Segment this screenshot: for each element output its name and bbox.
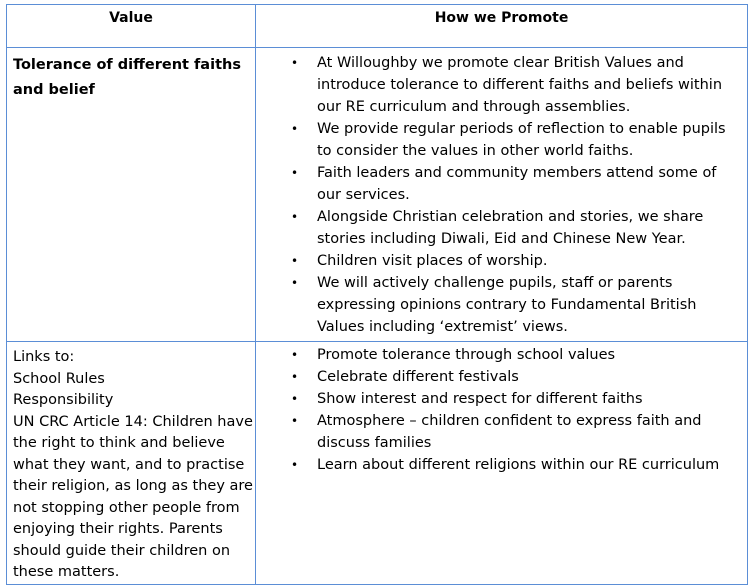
list-item: • We provide regular periods of reflection to enable pupils to consider the values in other world faiths.	[256, 118, 739, 162]
list-item: • At Willoughby we promote clear British Values and introduce tolerance to different faiths and beliefs within our RE curriculum and through assemblies.	[256, 52, 739, 118]
bullet-icon: •	[291, 348, 299, 362]
bullet-icon: •	[291, 166, 299, 180]
promote-list	[256, 342, 747, 476]
links-cell	[7, 342, 256, 585]
promote-list	[256, 48, 747, 338]
link-school-rules: School Rules	[13, 370, 105, 387]
bullet-icon: •	[291, 254, 299, 268]
promote-cell	[256, 48, 748, 342]
values-table	[6, 4, 748, 585]
bullet-icon: •	[291, 210, 299, 224]
bullet-icon: •	[291, 414, 299, 428]
bullet-icon: •	[291, 122, 299, 136]
list-item: • Learn about different religions within our RE curriculum	[256, 454, 739, 476]
bullet-icon: •	[291, 56, 299, 70]
bullet-icon: •	[291, 276, 299, 290]
links-label: Links to:	[13, 349, 75, 365]
table-row	[7, 48, 748, 342]
bullet-icon: •	[291, 392, 299, 406]
link-responsibility: Responsibility	[13, 392, 114, 408]
value-tolerance-cell	[7, 48, 256, 342]
list-item: • Atmosphere – children confident to express faith and discuss families	[256, 410, 739, 454]
uncrc-article: UN CRC Article 14: Children have the right to think and believe what they want, and to practise their religion, as long as they are not stopping other people from enjoying their rights. Parents should guide their children on these matters.	[13, 413, 253, 580]
list-item: • Promote tolerance through school values	[256, 344, 739, 366]
list-item: • Show interest and respect for different faiths	[256, 388, 739, 410]
list-item: • Celebrate different festivals	[256, 366, 739, 388]
table-row	[7, 342, 748, 585]
bullet-icon: •	[291, 370, 299, 384]
value-title: Tolerance of different faiths and belief	[13, 57, 241, 98]
list-item: • Alongside Christian celebration and stories, we share stories including Diwali, Eid and Chinese New Year.	[256, 206, 739, 250]
list-item: • Children visit places of worship.	[256, 250, 739, 272]
header-how-we-promote: How we Promote	[256, 5, 748, 48]
promote-cell	[256, 342, 748, 585]
bullet-icon: •	[291, 458, 299, 472]
header-row	[7, 5, 748, 48]
list-item: • Faith leaders and community members attend some of our services.	[256, 162, 739, 206]
header-value: Value	[7, 5, 256, 48]
list-item: • We will actively challenge pupils, staff or parents expressing opinions contrary to Fundamental British Values including ‘extremist’ views.	[256, 272, 739, 338]
